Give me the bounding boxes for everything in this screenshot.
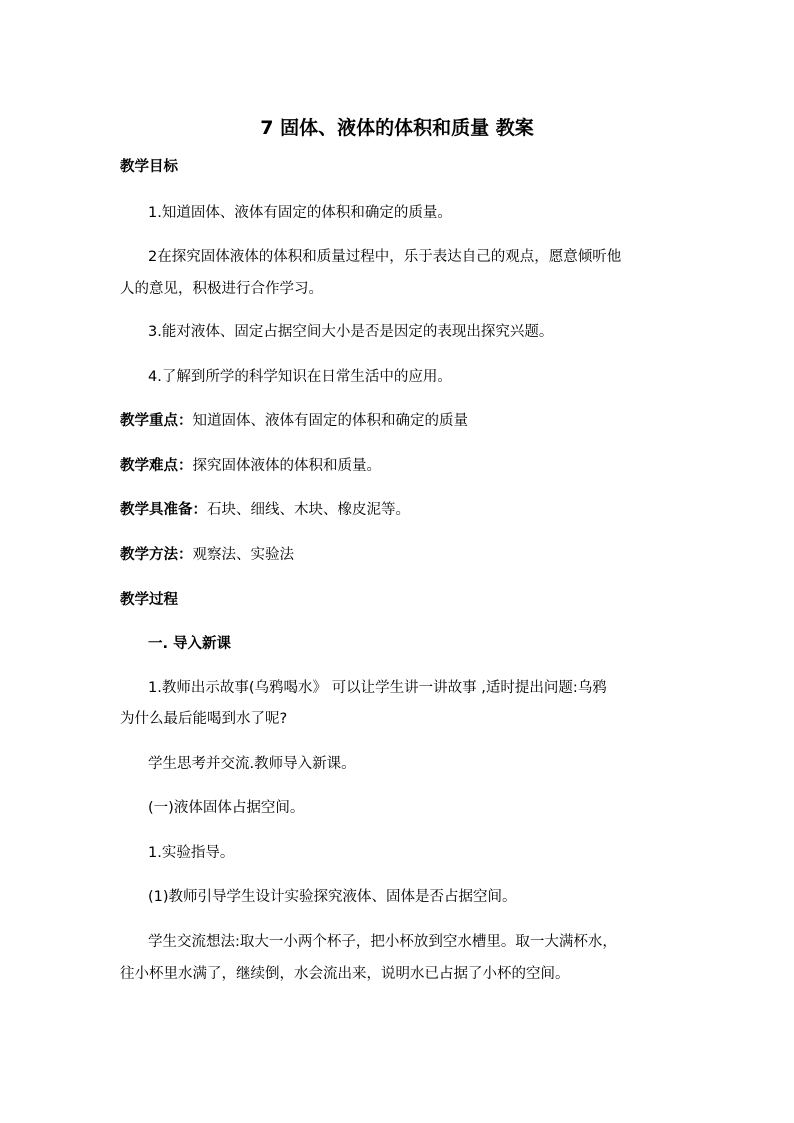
key-points-text: 知道固体、液体有固定的体积和确定的质量	[192, 413, 468, 429]
objective-3: 3.能对液体、固定占据空间大小是否是因定的表现出探究兴题。	[148, 324, 554, 340]
guide-1-item-1: (1)教师引导学生设计实验探究液体、固体是否占据空间。	[148, 889, 517, 905]
difficulties-label: 教学难点：	[120, 458, 193, 474]
objective-1: 1.知道固体、液体有固定的体积和确定的质量。	[148, 205, 452, 221]
difficulties-text: 探究固体液体的体积和质量。	[192, 458, 381, 474]
step-1-line-2: 为什么最后能喝到水了呢?	[120, 711, 288, 727]
section-1-heading: 一. 导入新课	[148, 636, 232, 652]
objective-4: 4.了解到所学的科学知识在日常生活中的应用。	[148, 369, 452, 385]
step-1-response: 学生思考并交流.教师导入新课。	[148, 756, 356, 772]
objective-2-line-1: 2在探究固体液体的体积和质量过程中，乐于表达自己的观点，愿意倾听他	[148, 249, 622, 265]
materials-paragraph	[120, 500, 680, 520]
methods-paragraph	[120, 545, 680, 565]
key-points-label: 教学重点：	[120, 413, 193, 429]
exchange-line-1: 学生交流想法:取大一小两个杯子，把小杯放到空水槽里。取一大满杯水，	[148, 934, 617, 950]
guide-1: 1.实验指导。	[148, 845, 235, 861]
document-title: 7 固体、液体的体积和质量 教案	[260, 117, 534, 139]
objectives-heading: 教学目标	[120, 159, 178, 175]
methods-label: 教学方法：	[120, 547, 193, 563]
methods-text: 观察法、实验法	[192, 547, 294, 563]
objective-2-line-2: 人的意见，积极进行合作学习。	[120, 281, 323, 297]
materials-text: 石块、细线、木块、橡皮泥等。	[207, 502, 410, 518]
key-points-paragraph	[120, 411, 680, 431]
subsection-1: (一)液体固体占据空间。	[148, 800, 305, 816]
step-1-line-1: 1.教师出示故事(乌鸦喝水》 可以让学生讲一讲故事 ,适时提出问题:乌鸦	[148, 680, 607, 696]
materials-label: 教学具准备：	[120, 502, 207, 518]
process-heading: 教学过程	[120, 592, 178, 608]
difficulties-paragraph	[120, 456, 680, 476]
exchange-line-2: 往小杯里水满了，继续倒，水会流出来，说明水已占据了小杯的空间。	[120, 966, 570, 982]
